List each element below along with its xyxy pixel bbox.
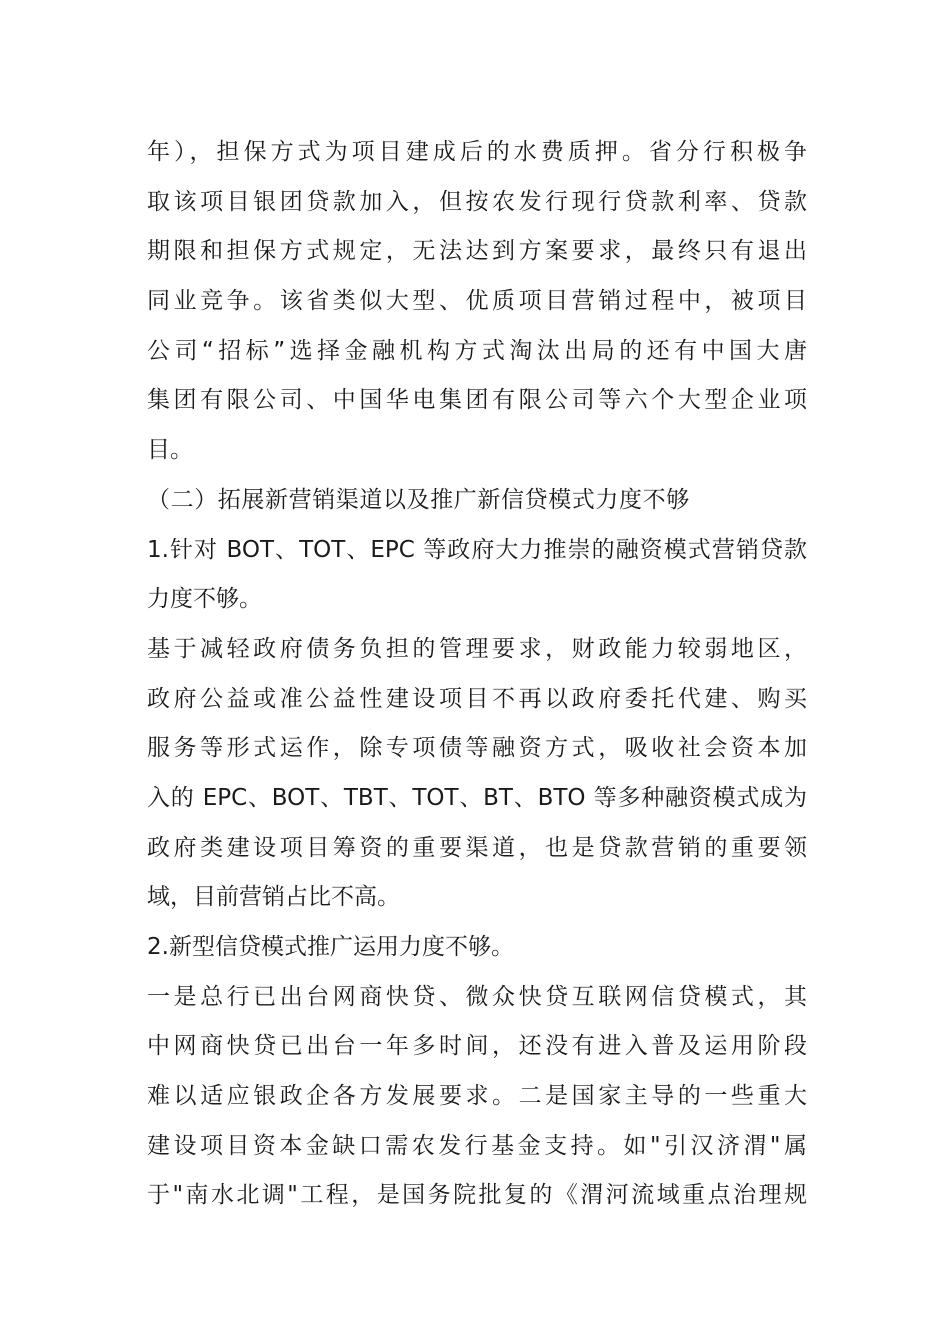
item-title-line: 1.针对 BOT、TOT、EPC 等政府大力推崇的融资模式营销贷款	[147, 536, 807, 563]
paragraph-line: 目。	[147, 437, 193, 464]
paragraph-line: 基于减轻政府债务负担的管理要求，财政能力较弱地区，	[147, 635, 807, 662]
paragraph-line: 取该项目银团贷款加入，但按农发行现行贷款利率、贷款	[147, 188, 807, 215]
item-title-line: 力度不够。	[147, 586, 262, 613]
paragraph-line: 域，目前营销占比不高。	[147, 884, 400, 911]
paragraph-line: 集团有限公司、中国华电集团有限公司等六个大型企业项	[147, 387, 807, 414]
paragraph-line: 服务等形式运作，除专项债等融资方式，吸收社会资本加	[147, 735, 807, 762]
section-heading: （二）拓展新营销渠道以及推广新信贷模式力度不够	[147, 486, 690, 513]
paragraph-line: 中网商快贷已出台一年多时间，还没有进入普及运用阶段	[147, 1033, 807, 1060]
paragraph-line: 期限和担保方式规定，无法达到方案要求，最终只有退出	[147, 238, 807, 265]
paragraph-line: 政府类建设项目筹资的重要渠道，也是贷款营销的重要领	[147, 834, 807, 861]
paragraph-line: 建设项目资本金缺口需农发行基金支持。如"引汉济渭"属	[147, 1132, 807, 1159]
item-title-line: 2.新型信贷模式推广运用力度不够。	[147, 934, 514, 960]
paragraph-line: 难以适应银政企各方发展要求。二是国家主导的一些重大	[147, 1083, 807, 1110]
paragraph-line: 政府公益或准公益性建设项目不再以政府委托代建、购买	[147, 685, 807, 712]
paragraph-line: 年），担保方式为项目建成后的水费质押。省分行积极争	[147, 139, 807, 165]
paragraph-line: 同业竞争。该省类似大型、优质项目营销过程中，被项目	[147, 288, 807, 315]
document-body	[147, 128, 807, 1221]
paragraph-line: 于"南水北调"工程，是国务院批复的《渭河流域重点治理规	[147, 1182, 807, 1209]
paragraph-line: 一是总行已出台网商快贷、微众快贷互联网信贷模式，其	[147, 983, 807, 1010]
paragraph-line: 公司“招标”选择金融机构方式淘汰出局的还有中国大唐	[147, 337, 807, 364]
paragraph-line: 入的 EPC、BOT、TBT、TOT、BT、BTO 等多种融资模式成为	[147, 784, 807, 811]
